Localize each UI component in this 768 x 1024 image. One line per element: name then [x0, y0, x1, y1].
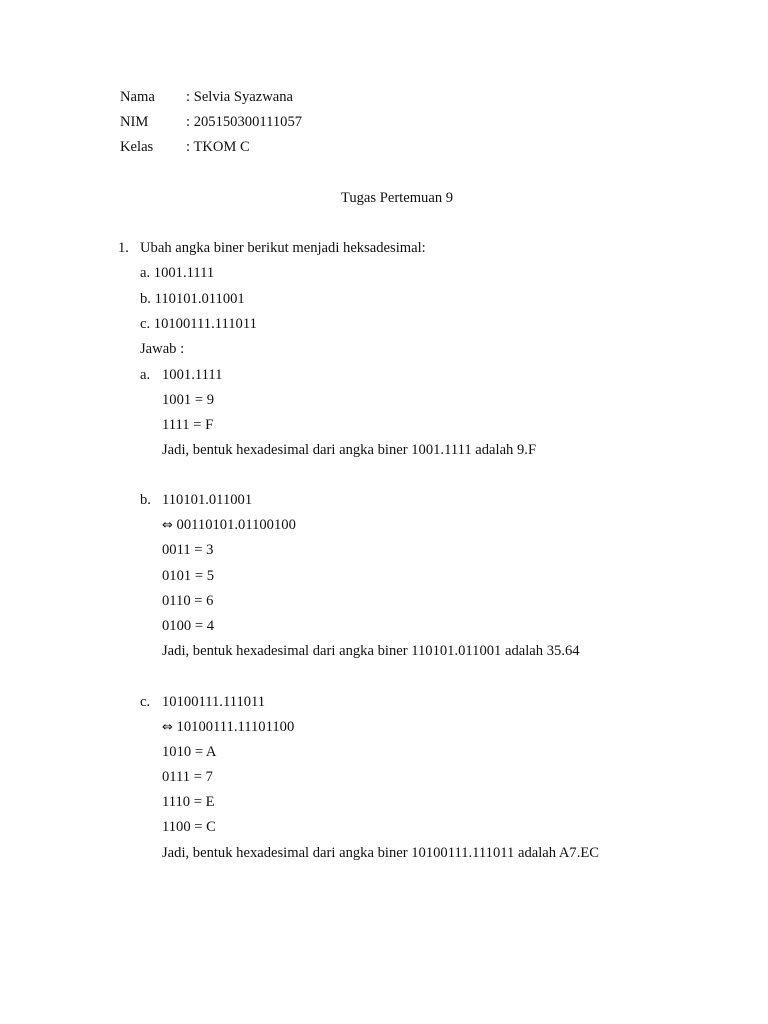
answer-b-value: 110101.011001	[162, 492, 253, 508]
answer-label: Jawab :	[140, 341, 185, 357]
answer-c-value: 10100111.111011	[162, 694, 266, 710]
answer-a-step: 1111 = F	[162, 417, 214, 433]
option-a: a. 1001.1111	[140, 265, 215, 281]
page-title: Tugas Pertemuan 9	[340, 190, 454, 206]
answer-a-letter: a.	[140, 367, 151, 383]
nama-label: Nama	[120, 89, 155, 105]
answer-c-step: 1100 = C	[162, 819, 216, 835]
answer-b-conclusion: Jadi, bentuk hexadesimal dari angka biner 110101.011001 adalah 35.64	[162, 643, 580, 659]
answer-c-conclusion: Jadi, bentuk hexadesimal dari angka biner 10100111.111011 adalah A7.EC	[162, 845, 600, 861]
nim-label: NIM	[120, 114, 149, 130]
question-text: Ubah angka biner berikut menjadi heksadesimal:	[140, 240, 426, 256]
nama-value: : Selvia Syazwana	[186, 89, 293, 105]
answer-c-step: 1110 = E	[162, 794, 215, 810]
equivalence-arrow-icon: ⇔	[162, 518, 173, 533]
answer-c-letter: c.	[140, 694, 151, 710]
answer-b-step: 0101 = 5	[162, 568, 215, 584]
answer-c-step: 0111 = 7	[162, 769, 213, 785]
answer-b-step: 0110 = 6	[162, 593, 214, 609]
option-b: b. 110101.011001	[140, 291, 245, 307]
answer-a-step: 1001 = 9	[162, 392, 215, 408]
answer-b-step: 0011 = 3	[162, 542, 214, 558]
answer-b-letter: b.	[140, 492, 151, 508]
kelas-value: : TKOM C	[186, 139, 250, 155]
answer-b-padded-row	[162, 516, 296, 535]
answer-c-padded-row	[162, 718, 294, 737]
answer-c-padded: 10100111.11101100	[172, 719, 295, 735]
nim-value: : 205150300111057	[186, 114, 303, 130]
equivalence-arrow-icon: ⇔	[162, 720, 173, 735]
answer-a-value: 1001.1111	[162, 367, 223, 383]
answer-c-step: 1010 = A	[162, 744, 217, 760]
option-c: c. 10100111.111011	[140, 316, 257, 332]
question-number: 1.	[118, 240, 129, 256]
kelas-label: Kelas	[120, 139, 154, 155]
answer-b-padded: 00110101.01100100	[172, 517, 296, 533]
answer-a-conclusion: Jadi, bentuk hexadesimal dari angka biner 1001.1111 adalah 9.F	[162, 442, 537, 458]
answer-b-step: 0100 = 4	[162, 618, 215, 634]
